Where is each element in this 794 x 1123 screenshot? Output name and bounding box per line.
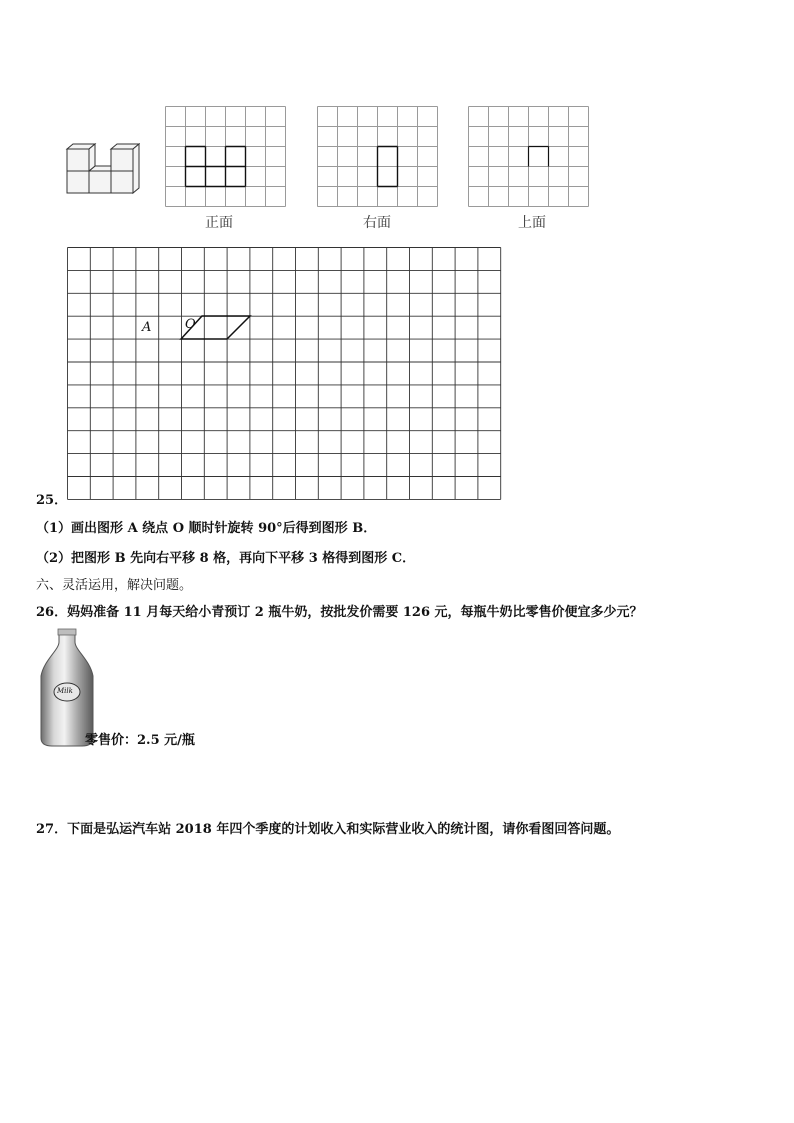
top-view-grid	[468, 106, 590, 207]
front-view-label: 正面	[205, 215, 233, 231]
question-26-text: 26．妈妈准备 11 月每天给小青预订 2 瓶牛奶，按批发价需要 126 元，每瓶牛奶比零售价便宜多少元？	[36, 605, 643, 620]
right-view-label: 右面	[363, 215, 391, 231]
grid-lines	[68, 248, 501, 500]
front-view-grid	[165, 106, 287, 207]
bottle-label: Milk	[57, 687, 73, 695]
section-6-heading: 六、灵活运用，解决问题。	[36, 578, 193, 593]
question-27-text: 27．下面是弘运汽车站 2018 年四个季度的计划收入和实际营业收入的统计图，请你看图回答问题。	[36, 822, 620, 837]
rotation-grid	[67, 247, 503, 504]
question-25-task-1: （1）画出图形 A 绕点 O 顺时针旋转 90°后得到图形 B．	[36, 521, 377, 536]
cube-figure	[64, 143, 140, 197]
question-25-number: 25．	[36, 493, 68, 508]
top-view-label: 上面	[518, 215, 546, 231]
retail-price-label: 零售价：2.5 元/瓶	[85, 733, 195, 748]
question-25-task-2: （2）把图形 B 先向右平移 8 格，再向下平移 3 格得到图形 C．	[36, 551, 416, 566]
point-o-label: O	[185, 317, 196, 332]
shape-a-label: A	[142, 320, 152, 335]
right-view-grid	[317, 106, 439, 207]
